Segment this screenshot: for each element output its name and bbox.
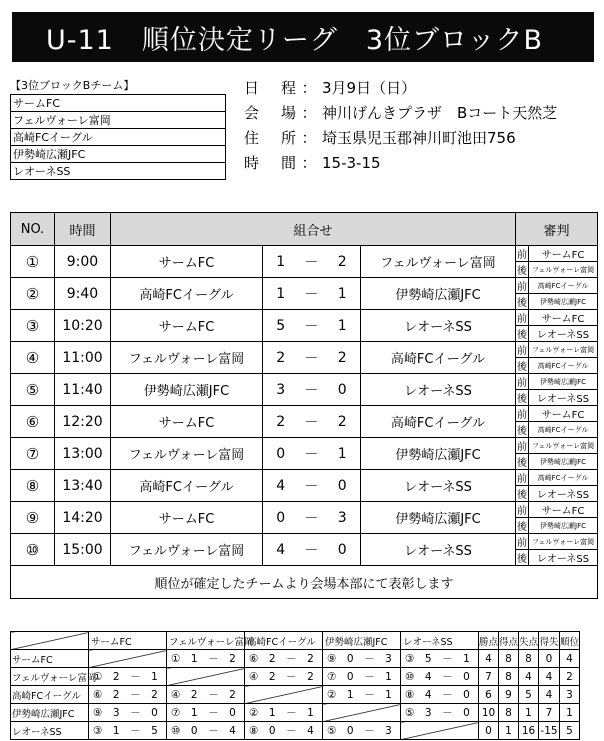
home-team: 高崎FCイーグル [111, 278, 263, 310]
stat-value: -15 [539, 722, 560, 740]
self-match-cell [167, 668, 245, 686]
header-referee: 審判 [516, 213, 598, 246]
stat-value: 9 [499, 686, 519, 704]
stat-value: 4 [560, 650, 580, 668]
info-row [244, 76, 557, 101]
info-label [244, 76, 296, 101]
referee-front: フェルヴォーレ富岡 [529, 342, 598, 358]
referee-back: レオーネSS [529, 390, 598, 406]
results-table [10, 631, 580, 740]
self-match-cell [89, 650, 167, 668]
results-row [11, 668, 580, 686]
results-row [11, 704, 580, 722]
result-cell: ⑦ 1 － 0 [167, 704, 245, 722]
info-colon: ： [301, 104, 317, 122]
team-list [10, 78, 226, 180]
match-time: 9:40 [55, 278, 111, 310]
stat-value: 4 [539, 686, 560, 704]
result-cell: ② 1 － 1 [245, 704, 323, 722]
match-row [11, 438, 598, 454]
team-list-item: 伊勢崎広瀬JFC [11, 146, 226, 163]
result-cell: ① 1 － 2 [167, 650, 245, 668]
stat-value: 5 [560, 722, 580, 740]
referee-front-label: 前 [516, 534, 529, 550]
info-row [244, 151, 557, 176]
stat-value: 16 [519, 722, 539, 740]
stat-value: 6 [479, 686, 499, 704]
header-no: NO. [11, 213, 55, 246]
home-score: 4 [263, 534, 299, 566]
results-col-team: 伊勢崎広瀬JFC [323, 632, 401, 650]
results-header-row [11, 632, 580, 650]
page-title: U-11 順位決定リーグ 3位ブロックB [12, 12, 594, 62]
header-match: 組合せ [111, 213, 516, 246]
stat-header: 失点 [519, 632, 539, 650]
self-match-cell [401, 722, 479, 740]
result-cell: ⑦ 0 － 1 [323, 668, 401, 686]
referee-front: 伊勢崎広瀬JFC [529, 374, 598, 390]
referee-back: レオーネSS [529, 550, 598, 566]
referee-back: 高崎FCイーグル [529, 422, 598, 438]
referee-front: フェルヴォーレ富岡 [529, 438, 598, 454]
result-cell: ⑩ 0 － 4 [167, 722, 245, 740]
score-dash: － [299, 534, 325, 566]
info-label [244, 101, 296, 126]
home-score: 3 [263, 374, 299, 406]
score-dash: － [299, 502, 325, 534]
match-row [11, 502, 598, 518]
referee-front-label: 前 [516, 406, 529, 422]
info-label [244, 151, 296, 176]
referee-front-label: 前 [516, 342, 529, 358]
referee-front: サームFC [529, 246, 598, 262]
away-team: 高崎FCイーグル [361, 342, 516, 374]
home-team: 高崎FCイーグル [111, 470, 263, 502]
away-score: 1 [325, 438, 361, 470]
score-dash: － [299, 438, 325, 470]
referee-front-label: 前 [516, 502, 529, 518]
match-time: 14:20 [55, 502, 111, 534]
referee-front: フェルヴォーレ富岡 [529, 534, 598, 550]
stat-value: 4 [519, 668, 539, 686]
match-no: ② [11, 278, 55, 310]
referee-front: 高崎FCイーグル [529, 470, 598, 486]
away-score: 2 [325, 342, 361, 374]
result-cell: ④ 2 － 2 [245, 668, 323, 686]
result-cell: ⑩ 4 － 0 [401, 668, 479, 686]
home-score: 0 [263, 502, 299, 534]
result-cell: ⑨ 3 － 0 [89, 704, 167, 722]
results-row [11, 722, 580, 740]
referee-front-label: 前 [516, 438, 529, 454]
results-col-team: レオーネSS [401, 632, 479, 650]
result-cell: ⑥ 2 － 2 [245, 650, 323, 668]
info-row [244, 101, 557, 126]
stat-value: 7 [539, 704, 560, 722]
referee-front-label: 前 [516, 278, 529, 294]
referee-front: 高崎FCイーグル [529, 278, 598, 294]
match-time: 10:20 [55, 310, 111, 342]
match-no: ④ [11, 342, 55, 374]
score-dash: － [299, 406, 325, 438]
home-score: 2 [263, 406, 299, 438]
home-team: サームFC [111, 502, 263, 534]
referee-back: フェルヴォーレ富岡 [529, 262, 598, 278]
match-row [11, 278, 598, 294]
home-team: フェルヴォーレ富岡 [111, 438, 263, 470]
home-team: サームFC [111, 406, 263, 438]
match-no: ③ [11, 310, 55, 342]
away-team: レオーネSS [361, 374, 516, 406]
referee-front-label: 前 [516, 246, 529, 262]
results-row [11, 650, 580, 668]
info-row [244, 126, 557, 151]
stat-header: 得失 [539, 632, 560, 650]
away-team: 高崎FCイーグル [361, 406, 516, 438]
referee-back: 高崎FCイーグル [529, 358, 598, 374]
home-score: 4 [263, 470, 299, 502]
results-row-team: レオーネSS [11, 722, 89, 740]
away-score: 3 [325, 502, 361, 534]
info-value: 3月9日（日） [322, 79, 417, 97]
stat-value: 1 [519, 704, 539, 722]
award-note: 順位が確定したチームより会場本部にて表彰します [11, 566, 598, 599]
info-colon: ： [301, 129, 317, 147]
stat-value: 7 [479, 668, 499, 686]
referee-back-label: 後 [516, 326, 529, 342]
match-time: 15:00 [55, 534, 111, 566]
stat-header: 順位 [560, 632, 580, 650]
stat-value: 5 [519, 686, 539, 704]
match-no: ⑦ [11, 438, 55, 470]
referee-front-label: 前 [516, 470, 529, 486]
match-no: ⑧ [11, 470, 55, 502]
result-cell: ① 2 － 1 [89, 668, 167, 686]
score-dash: － [299, 374, 325, 406]
match-time: 12:20 [55, 406, 111, 438]
referee-back-label: 後 [516, 262, 529, 278]
match-row [11, 246, 598, 262]
stat-value: 1 [560, 704, 580, 722]
stat-value: 0 [539, 650, 560, 668]
match-time: 13:00 [55, 438, 111, 470]
stat-value: 10 [479, 704, 499, 722]
results-row-team: 高崎FCイーグル [11, 686, 89, 704]
info-value: 埼玉県児玉郡神川町池田756 [322, 129, 516, 147]
referee-front-label: 前 [516, 374, 529, 390]
match-time: 11:00 [55, 342, 111, 374]
referee-front-label: 前 [516, 310, 529, 326]
team-list-item: レオーネSS [11, 163, 226, 180]
referee-back-label: 後 [516, 390, 529, 406]
match-time: 13:40 [55, 470, 111, 502]
referee-back-label: 後 [516, 422, 529, 438]
match-no: ⑨ [11, 502, 55, 534]
results-row-team: フェルヴォーレ富岡 [11, 668, 89, 686]
stat-value: 4 [479, 650, 499, 668]
info-value: 神川げんきプラザ Bコート天然芝 [322, 104, 558, 122]
referee-back-label: 後 [516, 550, 529, 566]
info-label-char: 所 [280, 129, 296, 147]
match-row [11, 406, 598, 422]
referee-back: 伊勢崎広瀬JFC [529, 454, 598, 470]
score-dash: － [299, 342, 325, 374]
referee-back-label: 後 [516, 486, 529, 502]
info-label-char: 住 [244, 129, 260, 147]
result-cell: ③ 1 － 5 [89, 722, 167, 740]
info-colon: ： [301, 79, 317, 97]
team-list-header: 【3位ブロックBチーム】 [10, 79, 135, 92]
away-score: 0 [325, 374, 361, 406]
away-score: 2 [325, 406, 361, 438]
away-team: レオーネSS [361, 534, 516, 566]
away-team: フェルヴォーレ富岡 [361, 246, 516, 278]
results-col-team: 高崎FCイーグル [245, 632, 323, 650]
referee-back: 伊勢崎広瀬JFC [529, 294, 598, 310]
match-schedule [10, 212, 598, 599]
stat-value: 8 [519, 650, 539, 668]
results-row-team: サームFC [11, 650, 89, 668]
result-cell: ⑤ 3 － 0 [401, 704, 479, 722]
header-time: 時間 [55, 213, 111, 246]
match-time: 9:00 [55, 246, 111, 278]
info-label-char: 場 [280, 104, 296, 122]
note-row [11, 566, 598, 599]
result-cell: ③ 5 － 1 [401, 650, 479, 668]
home-score: 5 [263, 310, 299, 342]
self-match-cell [323, 704, 401, 722]
home-team: 伊勢崎広瀬JFC [111, 374, 263, 406]
result-cell: ⑧ 0 － 4 [245, 722, 323, 740]
match-row [11, 310, 598, 326]
team-list-item: サームFC [11, 95, 226, 112]
team-list-item: 高崎FCイーグル [11, 129, 226, 146]
score-dash: － [299, 278, 325, 310]
home-score: 2 [263, 342, 299, 374]
self-match-cell [245, 686, 323, 704]
result-cell: ⑤ 0 － 3 [323, 722, 401, 740]
info-label-char: 間 [280, 154, 296, 172]
away-score: 1 [325, 310, 361, 342]
results-row-team: 伊勢崎広瀬JFC [11, 704, 89, 722]
score-dash: － [299, 470, 325, 502]
home-score: 1 [263, 278, 299, 310]
referee-back: レオーネSS [529, 326, 598, 342]
referee-front: サームFC [529, 406, 598, 422]
stat-header: 勝点 [479, 632, 499, 650]
away-score: 0 [325, 470, 361, 502]
stat-value: 3 [560, 686, 580, 704]
stat-value: 2 [560, 668, 580, 686]
referee-back-label: 後 [516, 454, 529, 470]
away-team: 伊勢崎広瀬JFC [361, 502, 516, 534]
match-row [11, 470, 598, 486]
result-cell: ⑨ 0 － 3 [323, 650, 401, 668]
away-team: 伊勢崎広瀬JFC [361, 278, 516, 310]
match-time: 11:40 [55, 374, 111, 406]
match-row [11, 342, 598, 358]
stat-header: 得点 [499, 632, 519, 650]
away-score: 0 [325, 534, 361, 566]
score-dash: － [299, 246, 325, 278]
match-row [11, 534, 598, 550]
stat-value: 8 [499, 704, 519, 722]
home-team: サームFC [111, 246, 263, 278]
home-team: サームFC [111, 310, 263, 342]
stat-value: 1 [499, 722, 519, 740]
info-label-char: 日 [244, 79, 260, 97]
referee-back: レオーネSS [529, 486, 598, 502]
referee-front: サームFC [529, 502, 598, 518]
referee-back: 伊勢崎広瀬JFC [529, 518, 598, 534]
info-label-char: 会 [244, 104, 260, 122]
home-score: 1 [263, 246, 299, 278]
match-no: ⑩ [11, 534, 55, 566]
referee-back-label: 後 [516, 358, 529, 374]
results-col-team: サームFC [89, 632, 167, 650]
away-score: 2 [325, 246, 361, 278]
stat-value: 8 [499, 668, 519, 686]
referee-back-label: 後 [516, 518, 529, 534]
match-no: ⑥ [11, 406, 55, 438]
match-row [11, 374, 598, 390]
stat-value: 8 [499, 650, 519, 668]
home-team: フェルヴォーレ富岡 [111, 534, 263, 566]
corner-cell [11, 632, 89, 650]
stat-value: 0 [479, 722, 499, 740]
results-col-team: フェルヴォーレ富岡 [167, 632, 245, 650]
home-team: フェルヴォーレ富岡 [111, 342, 263, 374]
home-score: 0 [263, 438, 299, 470]
away-team: レオーネSS [361, 470, 516, 502]
info-label-char: 時 [244, 154, 260, 172]
referee-back-label: 後 [516, 294, 529, 310]
away-team: 伊勢崎広瀬JFC [361, 438, 516, 470]
info-label [244, 126, 296, 151]
away-team: レオーネSS [361, 310, 516, 342]
referee-front: サームFC [529, 310, 598, 326]
stat-value: 4 [539, 668, 560, 686]
info-label-char: 程 [280, 79, 296, 97]
match-no: ⑤ [11, 374, 55, 406]
info-value: 15-3-15 [322, 154, 381, 172]
info-colon: ： [301, 154, 317, 172]
result-cell: ④ 2 － 2 [167, 686, 245, 704]
score-dash: － [299, 310, 325, 342]
result-cell: ② 1 － 1 [323, 686, 401, 704]
away-score: 1 [325, 278, 361, 310]
team-list-item: フェルヴォーレ富岡 [11, 112, 226, 129]
result-cell: ⑥ 2 － 2 [89, 686, 167, 704]
results-row [11, 686, 580, 704]
match-no: ① [11, 246, 55, 278]
result-cell: ⑧ 4 － 0 [401, 686, 479, 704]
event-info [244, 76, 557, 176]
